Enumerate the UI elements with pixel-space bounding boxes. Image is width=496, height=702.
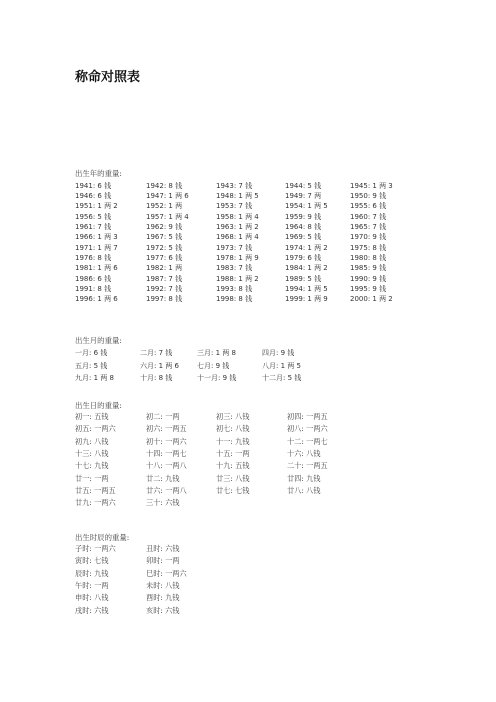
table-cell: 1956: 5 钱 bbox=[75, 212, 112, 221]
table-cell: 1968: 1 两 4 bbox=[216, 233, 259, 242]
table-cell: 1965: 7 钱 bbox=[350, 222, 387, 231]
table-row bbox=[0, 284, 496, 295]
table-cell: 廿二: 九钱 bbox=[146, 473, 180, 483]
table-cell: 初六: 一两五 bbox=[146, 424, 187, 434]
table-row bbox=[0, 449, 496, 460]
table-cell: 三月: 1 两 8 bbox=[197, 349, 236, 357]
table-cell: 1991: 8 钱 bbox=[75, 285, 112, 293]
table-cell: 1962: 9 钱 bbox=[146, 222, 183, 231]
table-cell: 申时: 八钱 bbox=[75, 593, 109, 603]
table-cell: 廿三: 八钱 bbox=[216, 473, 250, 483]
table-cell: 丑时: 六钱 bbox=[146, 544, 180, 553]
table-cell: 十一: 九钱 bbox=[216, 436, 250, 446]
table-cell: 1990: 9 钱 bbox=[350, 274, 387, 283]
table-row bbox=[0, 498, 496, 509]
table-cell: 1975: 8 钱 bbox=[350, 243, 387, 252]
table-cell: 1942: 8 钱 bbox=[146, 181, 183, 190]
table-cell: 1979: 6 钱 bbox=[285, 253, 322, 262]
table-cell: 1993: 8 钱 bbox=[216, 285, 253, 293]
table-cell: 1964: 8 钱 bbox=[285, 222, 322, 231]
table-cell: 1995: 9 钱 bbox=[350, 285, 387, 293]
table-cell: 1961: 7 钱 bbox=[75, 222, 112, 231]
table-cell: 廿八: 八钱 bbox=[287, 485, 321, 495]
table-cell: 初七: 八钱 bbox=[216, 424, 250, 434]
table-cell: 1973: 7 钱 bbox=[216, 243, 253, 252]
table-row bbox=[0, 569, 496, 580]
table-cell: 初十: 一两六 bbox=[146, 436, 187, 446]
table-cell: 1945: 1 两 3 bbox=[350, 181, 393, 190]
table-row bbox=[0, 373, 496, 384]
table-cell: 三十: 六钱 bbox=[146, 498, 180, 508]
table-cell: 1960: 7 钱 bbox=[350, 212, 387, 221]
table-cell: 八月: 1 两 5 bbox=[262, 361, 301, 370]
table-cell: 1983: 7 钱 bbox=[216, 264, 253, 273]
table-cell: 1963: 1 两 2 bbox=[216, 222, 259, 231]
table-cell: 1982: 1 两 bbox=[146, 264, 183, 273]
table-cell: 十五: 一两 bbox=[216, 448, 250, 458]
year-section-heading: 出生年的重量: bbox=[75, 169, 122, 178]
table-cell: 1998: 8 钱 bbox=[216, 295, 253, 304]
table-cell: 十六: 八钱 bbox=[287, 448, 321, 458]
table-cell: 初四: 一两五 bbox=[287, 412, 328, 421]
table-cell: 2000: 1 两 2 bbox=[350, 295, 393, 304]
table-cell: 1974: 1 两 2 bbox=[285, 243, 328, 252]
table-cell: 1992: 7 钱 bbox=[146, 285, 183, 293]
table-cell: 午时: 一两 bbox=[75, 580, 109, 590]
page-title: 称命对照表 bbox=[75, 70, 141, 85]
table-cell: 1971: 1 两 7 bbox=[75, 243, 118, 252]
table-cell: 1984: 1 两 2 bbox=[285, 264, 328, 273]
table-cell: 1997: 8 钱 bbox=[146, 295, 183, 304]
table-cell: 1988: 1 两 2 bbox=[216, 274, 259, 283]
table-cell: 1959: 9 钱 bbox=[285, 212, 322, 221]
table-cell: 1989: 5 钱 bbox=[285, 274, 322, 283]
table-cell: 1972: 5 钱 bbox=[146, 243, 183, 252]
table-row bbox=[0, 461, 496, 472]
table-cell: 1955: 6 钱 bbox=[350, 202, 387, 211]
table-cell: 1969: 5 钱 bbox=[285, 233, 322, 242]
table-cell: 廿五: 一两五 bbox=[75, 485, 116, 495]
table-row bbox=[0, 581, 496, 592]
table-cell: 十三: 八钱 bbox=[75, 448, 109, 458]
table-cell: 1976: 8 钱 bbox=[75, 253, 112, 262]
table-cell: 亥时: 六钱 bbox=[146, 605, 180, 615]
table-row bbox=[0, 606, 496, 617]
table-cell: 1953: 7 钱 bbox=[216, 202, 253, 211]
table-cell: 十九: 五钱 bbox=[216, 461, 250, 471]
table-cell: 廿七: 七钱 bbox=[216, 485, 250, 495]
table-cell: 四月: 9 钱 bbox=[262, 349, 295, 357]
table-row bbox=[0, 181, 496, 192]
table-cell: 1994: 1 两 5 bbox=[285, 285, 328, 293]
table-cell: 1947: 1 两 6 bbox=[146, 191, 189, 200]
table-cell: 1958: 1 两 4 bbox=[216, 212, 259, 221]
table-cell: 1978: 1 两 9 bbox=[216, 253, 259, 262]
table-row bbox=[0, 544, 496, 555]
table-cell: 十二月: 5 钱 bbox=[262, 374, 302, 382]
table-row bbox=[0, 201, 496, 212]
table-cell: 辰时: 九钱 bbox=[75, 568, 109, 578]
table-cell: 十七: 九钱 bbox=[75, 461, 109, 471]
table-cell: 十二: 一两七 bbox=[287, 436, 328, 446]
table-cell: 1957: 1 两 4 bbox=[146, 212, 189, 221]
table-cell: 初九: 八钱 bbox=[75, 436, 109, 446]
table-row bbox=[0, 212, 496, 223]
table-cell: 十八: 一两八 bbox=[146, 461, 187, 471]
table-cell: 1951: 1 两 2 bbox=[75, 202, 118, 211]
table-cell: 初一: 五钱 bbox=[75, 412, 109, 421]
table-cell: 1948: 1 两 5 bbox=[216, 191, 259, 200]
table-row bbox=[0, 424, 496, 435]
table-cell: 一月: 6 钱 bbox=[75, 349, 108, 357]
table-cell: 1954: 1 两 5 bbox=[285, 202, 328, 211]
table-cell: 二十: 一两五 bbox=[287, 461, 328, 471]
table-row bbox=[0, 348, 496, 359]
table-cell: 1941: 6 钱 bbox=[75, 181, 112, 190]
table-cell: 卯时: 一两 bbox=[146, 556, 180, 566]
table-cell: 1967: 5 钱 bbox=[146, 233, 183, 242]
table-cell: 廿一: 一两 bbox=[75, 473, 109, 483]
table-cell: 初二: 一两 bbox=[146, 412, 180, 421]
table-cell: 巳时: 一两六 bbox=[146, 568, 187, 578]
table-cell: 1999: 1 两 9 bbox=[285, 295, 328, 304]
table-row bbox=[0, 361, 496, 372]
table-row bbox=[0, 253, 496, 264]
table-cell: 初三: 八钱 bbox=[216, 412, 250, 421]
table-cell: 寅时: 七钱 bbox=[75, 556, 109, 566]
table-cell: 廿六: 一两八 bbox=[146, 485, 187, 495]
table-cell: 戌时: 六钱 bbox=[75, 605, 109, 615]
table-row bbox=[0, 243, 496, 254]
table-cell: 1970: 9 钱 bbox=[350, 233, 387, 242]
day-section-heading: 出生日的重量: bbox=[75, 401, 122, 410]
table-cell: 十月: 8 钱 bbox=[140, 374, 173, 382]
table-row bbox=[0, 263, 496, 274]
table-cell: 1980: 8 钱 bbox=[350, 253, 387, 262]
table-cell: 未时: 八钱 bbox=[146, 580, 180, 590]
table-row bbox=[0, 486, 496, 497]
table-row bbox=[0, 593, 496, 604]
hour-section-heading: 出生时辰的重量: bbox=[75, 533, 130, 542]
table-cell: 1966: 1 两 3 bbox=[75, 233, 118, 242]
table-cell: 1996: 1 两 6 bbox=[75, 295, 118, 304]
table-row bbox=[0, 556, 496, 567]
table-row bbox=[0, 232, 496, 243]
table-cell: 1949: 7 两 bbox=[285, 191, 322, 200]
table-row bbox=[0, 437, 496, 448]
table-cell: 九月: 1 两 8 bbox=[75, 374, 114, 382]
table-cell: 1944: 5 钱 bbox=[285, 181, 322, 190]
table-cell: 1950: 9 钱 bbox=[350, 191, 387, 200]
table-cell: 十一月: 9 钱 bbox=[197, 374, 237, 382]
table-row bbox=[0, 474, 496, 485]
table-row bbox=[0, 191, 496, 202]
table-cell: 六月: 1 两 6 bbox=[140, 361, 179, 370]
table-cell: 二月: 7 钱 bbox=[140, 349, 173, 357]
table-cell: 1943: 7 钱 bbox=[216, 181, 253, 190]
table-cell: 1986: 6 钱 bbox=[75, 274, 112, 283]
table-row bbox=[0, 412, 496, 423]
table-cell: 初五: 一两六 bbox=[75, 424, 116, 434]
table-cell: 子时: 一两六 bbox=[75, 544, 116, 553]
table-row bbox=[0, 274, 496, 285]
table-row bbox=[0, 222, 496, 233]
table-cell: 酉时: 九钱 bbox=[146, 593, 180, 603]
table-cell: 七月: 9 钱 bbox=[197, 361, 230, 370]
table-cell: 1985: 9 钱 bbox=[350, 264, 387, 273]
table-cell: 十四: 一两七 bbox=[146, 448, 187, 458]
table-row bbox=[0, 294, 496, 305]
table-cell: 1946: 6 钱 bbox=[75, 191, 112, 200]
table-cell: 廿四: 九钱 bbox=[287, 473, 321, 483]
table-cell: 1987: 7 钱 bbox=[146, 274, 183, 283]
table-cell: 1981: 1 两 6 bbox=[75, 264, 118, 273]
table-cell: 初八: 一两六 bbox=[287, 424, 328, 434]
table-cell: 1952: 1 两 bbox=[146, 202, 183, 211]
month-section-heading: 出生月的重量: bbox=[75, 336, 122, 345]
table-cell: 五月: 5 钱 bbox=[75, 361, 108, 370]
table-cell: 廿九: 一两六 bbox=[75, 498, 116, 508]
table-cell: 1977: 6 钱 bbox=[146, 253, 183, 262]
